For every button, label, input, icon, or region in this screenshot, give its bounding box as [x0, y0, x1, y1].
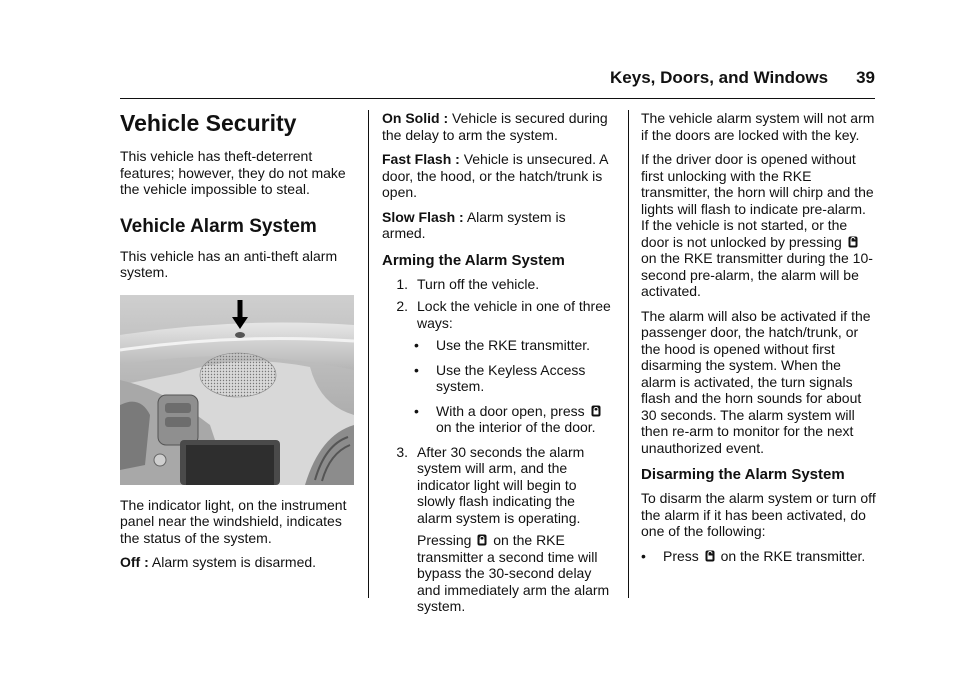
lock-icon [591, 405, 601, 417]
status-fast-flash-label: Fast Flash : [382, 151, 460, 167]
status-on-solid-label: On Solid : [382, 110, 449, 126]
status-off [120, 554, 356, 571]
disarming-heading: Disarming the Alarm System [641, 466, 845, 483]
column-divider [368, 110, 369, 598]
paragraph-post: on the RKE transmitter during the 10-second pre-alarm, the alarm will be activated. [641, 250, 873, 299]
bullet: • [414, 361, 419, 378]
bullet-text [663, 548, 865, 565]
column-divider [628, 110, 629, 598]
bullet-text: Use the Keyless Access system. [436, 361, 586, 394]
column-2 [382, 110, 612, 621]
step-1 [382, 276, 612, 293]
running-header [120, 68, 875, 94]
step-number: 2. [396, 298, 408, 314]
step-text: Lock the vehicle in one of three ways: [417, 298, 611, 331]
bullet-text [436, 403, 612, 436]
page-title: Vehicle Security [120, 110, 297, 136]
section-heading: Vehicle Alarm System [120, 215, 317, 237]
step-text: Turn off the vehicle. [417, 275, 540, 292]
step-number: 3. [396, 443, 408, 460]
bullet-text-post: on the interior of the door. [436, 419, 596, 435]
list-item [408, 403, 612, 436]
column-3 [641, 110, 877, 572]
status-off-text: Alarm system is disarmed. [151, 554, 317, 570]
intro-paragraph: This vehicle has theft-deterrent features; however, they do not make the vehicle impossible to steal. [120, 148, 346, 197]
instrument-panel-illustration [120, 295, 354, 485]
step-3-text: After 30 seconds the alarm system will arm, and the indicator light will begin to slowly flash indicating the alarm system is operating. [417, 443, 585, 526]
alarm-paragraph: This vehicle has an anti-theft alarm system. [120, 247, 338, 280]
bullet: • [414, 337, 419, 353]
bullet: • [414, 402, 419, 419]
status-off-label: Off : [120, 554, 149, 570]
section-title: Keys, Doors, and Windows [610, 68, 829, 87]
paragraph [641, 151, 877, 300]
column-1 [120, 110, 356, 579]
status-on-solid [382, 110, 612, 143]
step-3 [382, 444, 612, 615]
step-text [417, 444, 612, 615]
list-item [641, 548, 877, 565]
step-3b-post: on the RKE transmitter a second time will bypass the 30-second delay and immediately arm the alarm system. [417, 532, 610, 614]
status-slow-flash-text: Alarm system is armed. [382, 208, 566, 241]
list-item [408, 362, 612, 395]
step-number: 1. [396, 275, 408, 292]
step-2 [382, 298, 612, 331]
unlock-icon [705, 550, 715, 562]
status-fast-flash [382, 151, 612, 201]
status-fast-flash-text: Vehicle is unsecured. A door, the hood, or the hatch/trunk is open. [382, 151, 608, 200]
paragraph: To disarm the alarm system or turn off the alarm if it has been activated, do one of the following: [641, 490, 876, 539]
list-item [408, 337, 612, 354]
paragraph-pre: If the driver door is opened without first unlocking with the RKE transmitter, the horn will chirp and the lights will flash to indicate pre-alarm. If the vehicle is not started, or the door is not unlocked by pressing [641, 151, 874, 250]
bullet-text: Use the RKE transmitter. [436, 337, 591, 353]
header-rule [120, 98, 875, 99]
illustration-caption: The indicator light, on the instrument panel near the windshield, indicates the status of the system. [120, 496, 347, 546]
status-slow-flash [382, 209, 612, 242]
unlock-icon [848, 236, 858, 248]
arming-heading: Arming the Alarm System [382, 251, 565, 269]
status-on-solid-text: Vehicle is secured during the delay to arm the system. [382, 110, 608, 143]
step-3b-pre: Pressing [417, 532, 472, 548]
lock-icon [477, 534, 487, 546]
page-number: 39 [856, 68, 875, 87]
paragraph: The alarm will also be activated if the passenger door, the hatch/trunk, or the hood is opened without first disarming the system. When the alarm is activated, the turn signals flash and the horn sounds for about 30 seconds. The alarm system will then re-arm to monitor for the next unauthorized event. [641, 307, 871, 456]
bullet-text-pre: Press [663, 547, 699, 564]
step-3-continued [417, 532, 612, 615]
status-slow-flash-label: Slow Flash : [382, 208, 464, 225]
paragraph: The vehicle alarm system will not arm if the doors are locked with the key. [641, 110, 875, 143]
bullet-text-post: on the RKE transmitter. [720, 547, 866, 564]
bullet: • [641, 547, 646, 564]
bullet-text-pre: With a door open, press [436, 402, 585, 419]
